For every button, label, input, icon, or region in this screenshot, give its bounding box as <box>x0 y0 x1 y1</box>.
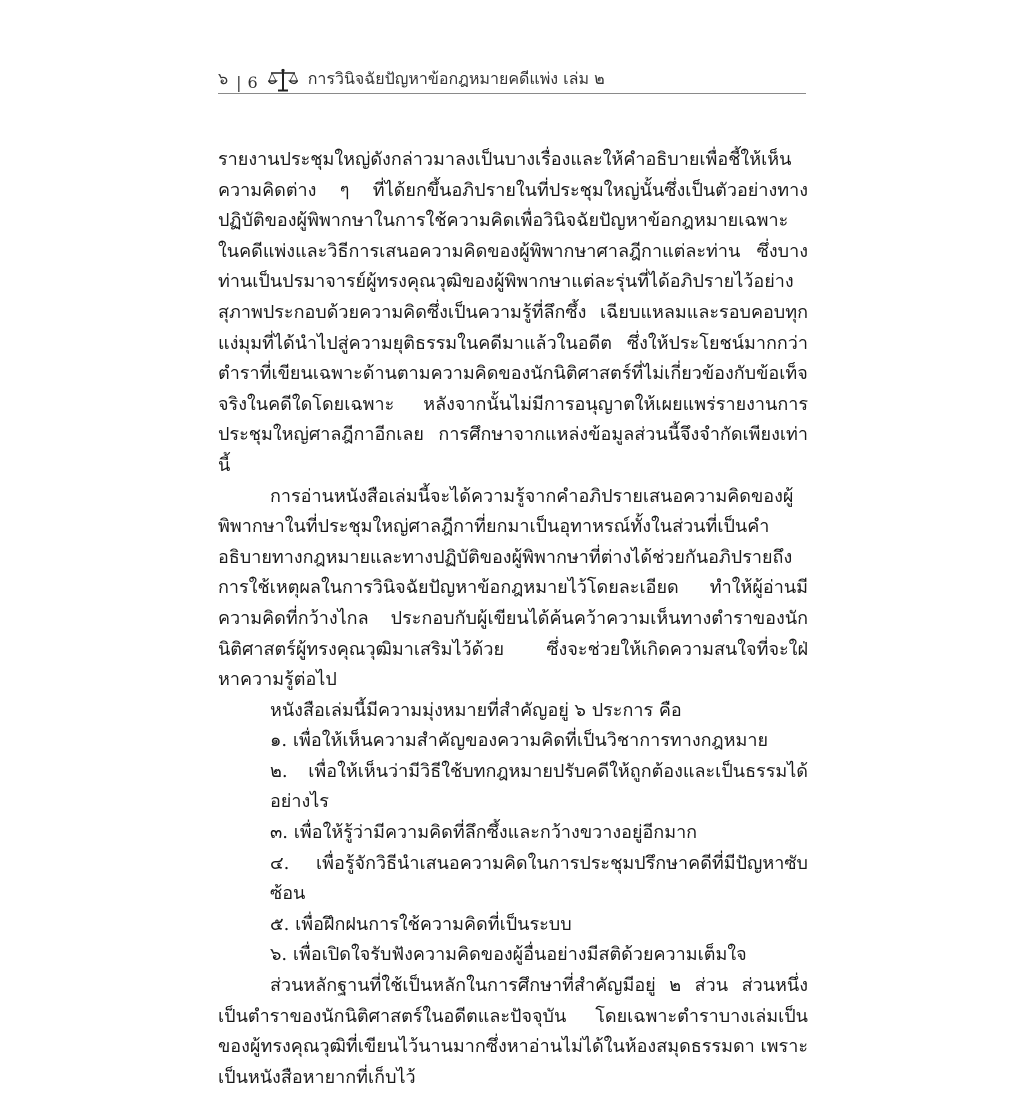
paragraph-sources: ส่วนหลักฐานที่ใช้เป็นหลักในการศึกษาที่สำคัญมีอยู่ ๒ ส่วน ส่วนหนึ่งเป็นตำราของนักนิติศาสตร์ในอดีตและปัจจุบัน โดยเฉพาะตำราบางเล่มเป็นของผู้ทรงคุณวุฒิที่เขียนไว้นานมากซึ่งหาอ่านไม่ได้ในห้องสมุดธรรมดา เพราะเป็นหนังสือหายากที่เก็บไว้ <box>218 975 808 1088</box>
paragraph-reading-benefits: การอ่านหนังสือเล่มนี้จะได้ความรู้จากคำอภิปรายเสนอความคิดของผู้พิพากษาในที่ประชุมใหญ่ศาลฎีกาที่ยกมาเป็นอุทาหรณ์ทั้งในส่วนที่เป็นคำอธิบายทางกฎหมายและทางปฏิบัติของผู้พิพากษาที่ต่างได้ช่วยกันอภิปรายถึงการใช้เหตุผลในการวินิจฉัยปัญหาข้อกฎหมายไว้โดยละเอียด ทำให้ผู้อ่านมีความคิดที่กว้างไกล ประกอบกับผู้เขียนได้ค้นคว้าความเห็นทางตำราของนักนิติศาสตร์ผู้ทรงคุณวุฒิมาเสริมไว้ด้วย ซึ่งจะช่วยให้เกิดความสนใจที่จะใฝ่หาความรู้ต่อไป <box>218 485 808 691</box>
paragraph-continued: รายงานประชุมใหญ่ดังกล่าวมาลงเป็นบางเรื่องและให้คำอธิบายเพื่อชี้ให้เห็นความคิดต่าง ๆ ที่ได้ยกขึ้นอภิปรายในที่ประชุมใหญ่นั้นซึ่งเป็นตัวอย่างทางปฏิบัติของผู้พิพากษาในการใช้ความคิดเพื่อวินิจฉัยปัญหาข้อกฎหมายเฉพาะในคดีแพ่งและวิธีการเสนอความคิดของผู้พิพากษาศาลฎีกาแต่ละท่าน ซึ่งบางท่านเป็นปรมาจารย์ผู้ทรงคุณวุฒิของผู้พิพากษาแต่ละรุ่นที่ได้อภิปรายไว้อย่างสุภาพประกอบด้วยความคิดซึ่งเป็นความรู้ที่ลึกซึ้ง เฉียบแหลมและรอบคอบทุกแง่มุมที่ได้นำไปสู่ความยุติธรรมในคดีมาแล้วในอดีต ซึ่งให้ประโยชน์มากกว่าตำราที่เขียนเฉพาะด้านตามความคิดของนักนิติศาสตร์ที่ไม่เกี่ยวข้องกับข้อเท็จจริงในคดีใดโดยเฉพาะ หลังจากนั้นไม่มีการอนุญาตให้เผยแพร่รายงานการประชุมใหญ่ศาลฎีกาอีกเลย การศึกษาจากแหล่งข้อมูลส่วนนี้จึงจำกัดเพียงเท่านี้ <box>218 149 808 476</box>
objective-item: ๕. เพื่อฝึกฝนการใช้ความคิดที่เป็นระบบ <box>270 913 572 935</box>
page-number-arabic: 6 <box>247 73 258 92</box>
objective-item: ๒. เพื่อให้เห็นว่ามีวิธีใช้บทกฎหมายปรับคดีให้ถูกต้องและเป็นธรรมได้อย่างไร <box>270 760 808 813</box>
running-title: การวินิจฉัยปัญหาข้อกฎหมายคดีแพ่ง เล่ม ๒ <box>307 69 605 88</box>
header-rule <box>218 93 806 94</box>
objective-item: ๔. เพื่อรู้จักวิธีนำเสนอความคิดในการประชุมปรึกษาคดีที่มีปัญหาซับซ้อน <box>270 852 808 905</box>
objective-item: ๑. เพื่อให้เห็นความสำคัญของความคิดที่เป็นวิชาการทางกฎหมาย <box>270 730 769 752</box>
page-number-thai: ๖ <box>218 69 229 88</box>
page-number-separator: | <box>236 73 242 92</box>
body-text <box>218 145 808 1093</box>
objectives-lead: หนังสือเล่มนี้มีความมุ่งหมายที่สำคัญอยู่ ๖ ประการ คือ <box>270 699 682 721</box>
scales-of-justice-icon <box>268 68 298 92</box>
objective-item: ๓. เพื่อให้รู้ว่ามีความคิดที่ลึกซึ้งและกว้างขวางอยู่อีกมาก <box>270 822 698 844</box>
running-header <box>218 66 808 92</box>
objective-item: ๖. เพื่อเปิดใจรับฟังความคิดของผู้อื่นอย่างมีสติด้วยความเต็มใจ <box>270 944 747 966</box>
